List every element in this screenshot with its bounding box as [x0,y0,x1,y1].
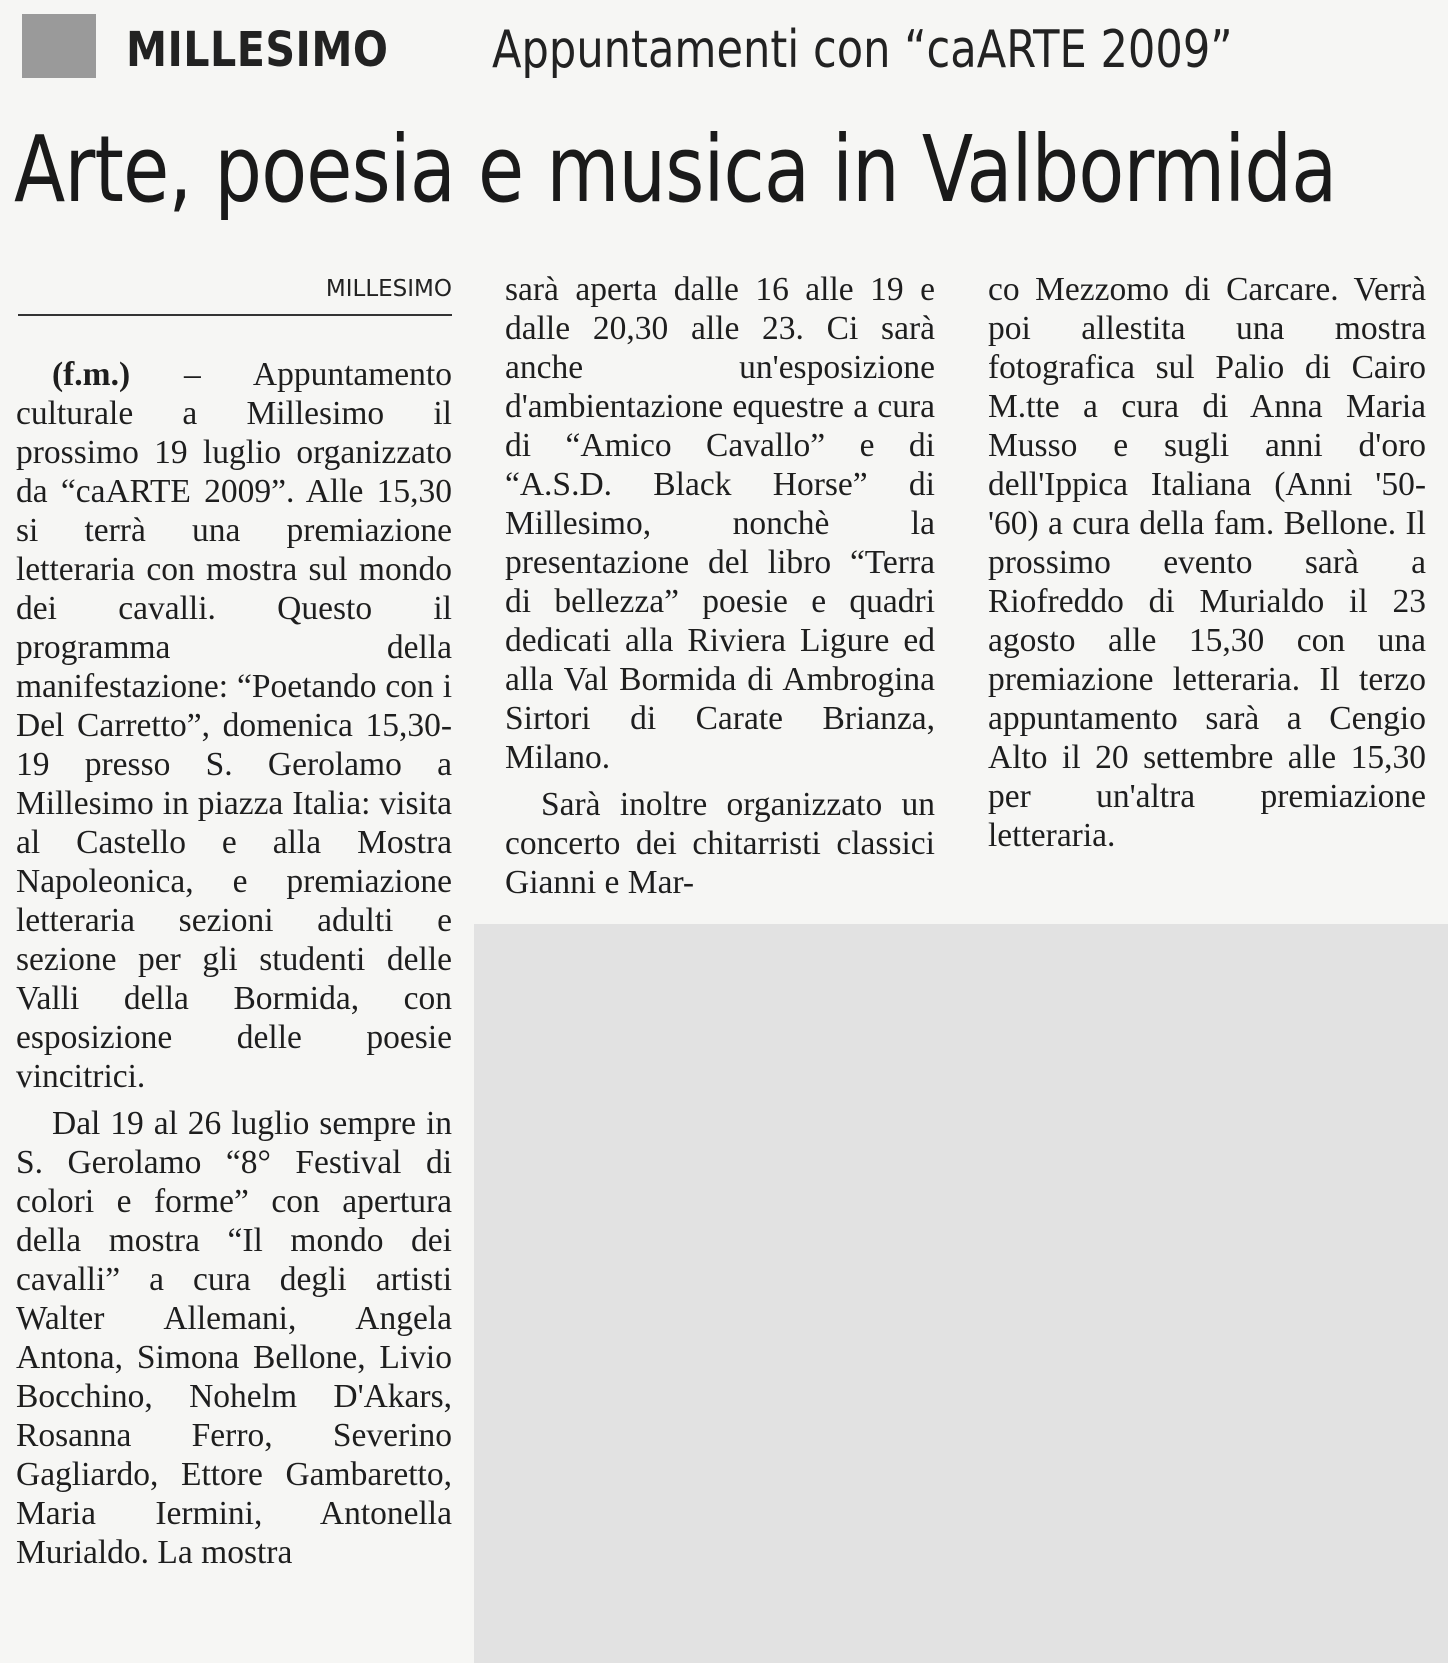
article-column-2 [505,270,935,902]
dateline: MILLESIMO [325,276,452,302]
author-initials: (f.m.) [52,356,131,393]
headline: Arte, poesia e musica in Valbormida [14,116,1337,223]
paragraph: Dal 19 al 26 luglio sempre in S. Gerolamo “8° Festival di colori e forme” con apertura della mostra “Il mondo dei cavalli” a cura degli artisti Walter Allemani, Angela Antona, Simona Bellone, Livio Bocchino, Nohelm D'Akars, Rosanna Ferro, Severino Gagliardo, Ettore Gambaretto, Maria Iermini, Antonella Murialdo. La mostra [16,1105,452,1571]
paragraph-text: – Appuntamento culturale a Millesimo il prossimo 19 luglio organizzato da “caARTE 2009”. Alle 15,30 si terrà una premiazione letteraria con mostra sul mondo dei cavalli. Questo il programma della manifestazione: “Poetando con i Del Carretto”, domenica 15,30-19 presso S. Gerolamo a Millesimo in piazza Italia: visita al Castello e alla Mostra Napoleonica, e premiazione letteraria sezioni adulti e sezione per gli studenti delle Valli della Bormida, con esposizione delle poesie vincitrici. [16,356,452,1095]
paragraph [16,355,452,1096]
section-marker-block [22,14,96,78]
paragraph: Sarà inoltre organizzato un concerto dei chitarristi classici Gianni e Mar- [505,786,935,901]
paragraph: co Mezzomo di Carcare. Verrà poi allestita una mostra fotografica sul Palio di Cairo M.tte a cura di Anna Maria Musso e sugli anni d'oro dell'Ippica Italiana (Anni '50-'60) a cura della fam. Bellone. Il prossimo evento sarà a Riofreddo di Murialdo il 23 agosto alle 15,30 con una premiazione letteraria. Il terzo appuntamento sarà a Cengio Alto il 20 settembre alle 15,30 per un'altra premiazione letteraria. [988,271,1426,854]
dateline-rule [18,314,452,316]
paragraph: sarà aperta dalle 16 alle 19 e dalle 20,30 alle 23. Ci sarà anche un'esposizione d'ambientazione equestre a cura di “Amico Cavallo” e di “A.S.D. Black Horse” di Millesimo, nonchè la presentazione del libro “Terra di bellezza” poesie e quadri dedicati alla Riviera Ligure ed alla Val Bormida di Ambrogina Sirtori di Carate Brianza, Milano. [505,271,935,776]
kicker-title: Appuntamenti con “caARTE 2009” [492,20,1233,80]
article-column-1 [16,355,452,1572]
article-column-3 [988,270,1426,855]
section-label: MILLESIMO [126,22,389,78]
